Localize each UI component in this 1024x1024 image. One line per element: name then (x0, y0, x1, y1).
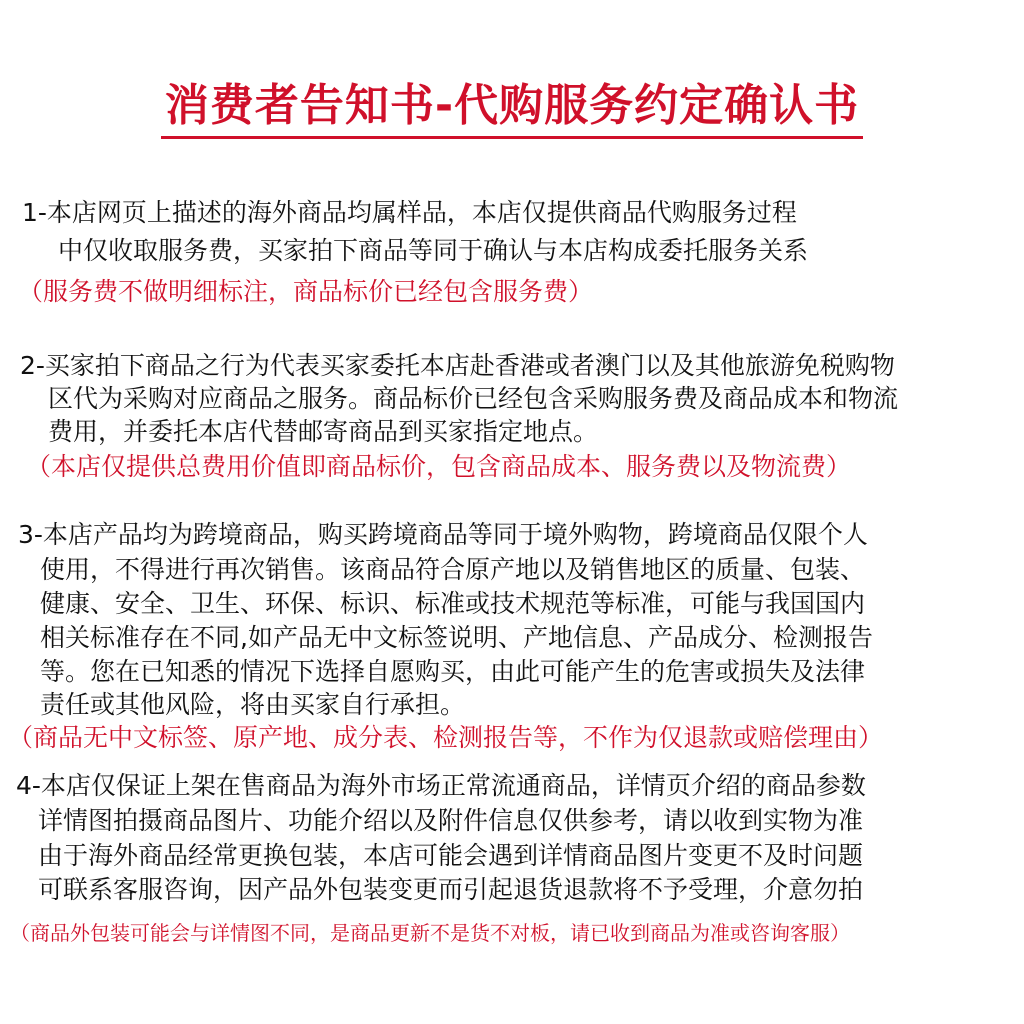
section-3-note: （商品无中文标签、原产地、成分表、检测报告等，不作为仅退款或赔偿理由） (8, 723, 884, 752)
section-1-line-1: 1-本店网页上描述的海外商品均属样品，本店仅提供商品代购服务过程 (22, 198, 797, 227)
title-wrapper (0, 78, 1024, 139)
section-1-note: （服务费不做明细标注，商品标价已经包含服务费） (18, 277, 594, 306)
section-2-line-3: 费用，并委托本店代替邮寄商品到买家指定地点。 (48, 417, 599, 446)
section-4-line-3: 由于海外商品经常更换包装，本店可能会遇到详情商品图片变更不及时问题 (38, 841, 864, 870)
section-4-line-4: 可联系客服咨询，因产品外包装变更而引起退货退款将不予受理，介意勿拍 (38, 875, 864, 904)
section-2-line-2: 区代为采购对应商品之服务。商品标价已经包含采购服务费及商品成本和物流 (48, 384, 899, 413)
section-4-note: （商品外包装可能会与详情图不同，是商品更新不是货不对板，请已收到商品为准或咨询客服） (10, 921, 850, 945)
section-3-line-2: 使用，不得进行再次销售。该商品符合原产地以及销售地区的质量、包装、 (40, 555, 866, 584)
page-title: 消费者告知书-代购服务约定确认书 (161, 78, 863, 139)
section-2-line-1: 2-买家拍下商品之行为代表买家委托本店赴香港或者澳门以及其他旅游免税购物 (20, 351, 895, 380)
section-3-line-1: 3-本店产品均为跨境商品，购买跨境商品等同于境外购物，跨境商品仅限个人 (18, 520, 868, 549)
section-3-line-4: 相关标准存在不同,如产品无中文标签说明、产地信息、产品成分、检测报告 (40, 623, 873, 652)
section-4-line-2: 详情图拍摄商品图片、功能介绍以及附件信息仅供参考，请以收到实物为准 (38, 806, 864, 835)
section-3-line-5: 等。您在已知悉的情况下选择自愿购买，由此可能产生的危害或损失及法律 (40, 657, 866, 686)
section-4-line-1: 4-本店仅保证上架在售商品为海外市场正常流通商品，详情页介绍的商品参数 (16, 771, 866, 800)
section-3-line-3: 健康、安全、卫生、环保、标识、标准或技术规范等标准，可能与我国国内 (40, 589, 866, 618)
section-2-note: （本店仅提供总费用价值即商品标价，包含商品成本、服务费以及物流费） (26, 452, 852, 481)
section-1-line-2: 中仅收取服务费，买家拍下商品等同于确认与本店构成委托服务关系 (58, 236, 809, 265)
section-3-line-6: 责任或其他风险，将由买家自行承担。 (40, 690, 466, 719)
